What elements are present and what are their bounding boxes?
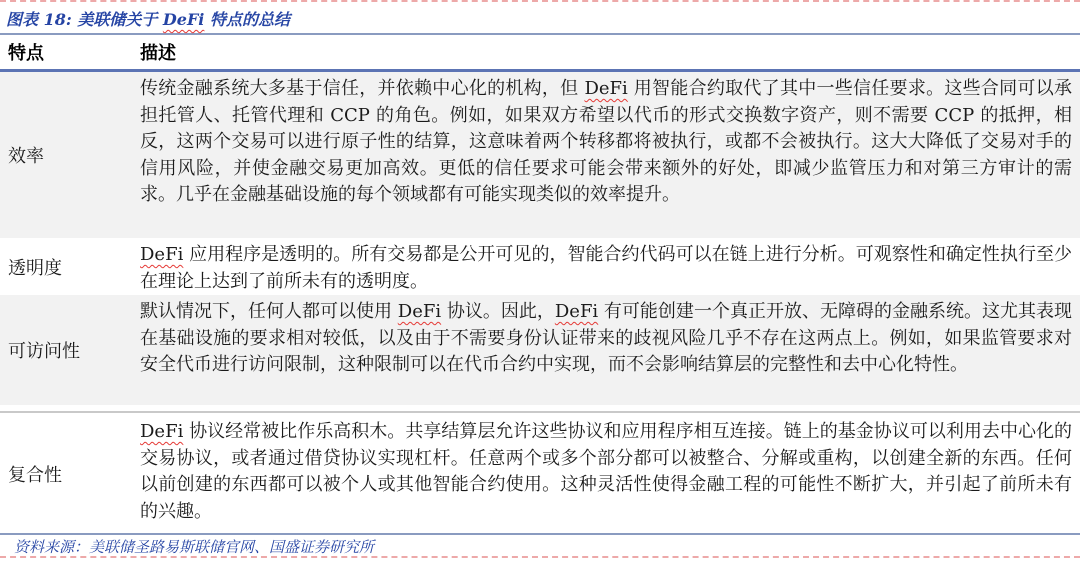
page-bottom-dashed-rule: [0, 556, 1080, 558]
spellcheck-underlined-term: DeFi: [140, 244, 184, 265]
figure-title: 图表 18: 美联储关于 DeFi 特点的总结: [6, 10, 290, 29]
feature-description: DeFi 协议经常被比作乐高积木。共享结算层允许这些协议和应用程序相互连接。链上的基金协议可以利用去中心化的交易协议，或者通过借贷协议实现杠杆。任意两个或多个部分都可以被整合、分解或重构，以创建全新的东西。任何以前创建的东西都可以被个人或其他智能合约使用。这种灵活性使得金融工程的可能性不断扩大，并引起了前所未有的兴趣。: [140, 421, 1072, 522]
table-row-composability: [0, 415, 1080, 533]
feature-label: 可访问性: [8, 341, 80, 362]
feature-label: 复合性: [8, 465, 62, 486]
spellcheck-underlined-term: DeFi: [162, 10, 205, 29]
column-header-description: 描述: [140, 43, 176, 64]
column-header-feature: 特点: [8, 43, 44, 64]
spellcheck-underlined-term: DeFi: [397, 301, 442, 322]
feature-description: 默认情况下，任何人都可以使用 DeFi 协议。因此，DeFi 有可能创建一个真正开放、无障碍的金融系统。这尤其表现在基础设施的要求相对较低，以及由于不需要身份认证带来的歧视风险几乎不存在这两点上。例如，如果监管要求对安全代币进行访问限制，这种限制可以在代币合约中实现，而不会影响结算层的完整性和去中心化特性。: [140, 301, 1072, 375]
row-divider-rule: [0, 405, 1080, 415]
feature-label: 效率: [8, 146, 44, 167]
spellcheck-underlined-term: DeFi: [554, 301, 599, 322]
feature-description: DeFi 应用程序是透明的。所有交易都是公开可见的，智能合约代码可以在链上进行分析。可观察性和确定性执行至少在理论上达到了前所未有的透明度。: [140, 244, 1072, 292]
spellcheck-underlined-term: DeFi: [584, 78, 628, 99]
table-row-accessibility: [0, 295, 1080, 405]
table-row-efficiency: [0, 72, 1080, 238]
table-row-transparency: [0, 238, 1080, 295]
spellcheck-underlined-term: DeFi: [140, 421, 184, 442]
feature-description: 传统金融系统大多基于信任，并依赖中心化的机构，但 DeFi 用智能合约取代了其中一些信任要求。这些合同可以承担托管人、托管代理和 CCP 的角色。例如，如果双方希望以代币的形式交换数字资产，则不需要 CCP 的抵押，相反，这两个交易可以进行原子性的结算，这意味着两个转移都将被执行，或都不会被执行。这大大降低了交易对手的信用风险，并使金融交易更加高效。更低的信任要求可能会带来额外的好处，即减少监管压力和对第三方审计的需求。几乎在金融基础设施的每个领域都有可能实现类似的效率提升。: [140, 78, 1072, 205]
table-header-row: [0, 35, 1080, 69]
feature-label: 透明度: [8, 257, 62, 279]
source-note: 资料来源：美联储圣路易斯联储官网、国盛证券研究所: [14, 538, 375, 556]
